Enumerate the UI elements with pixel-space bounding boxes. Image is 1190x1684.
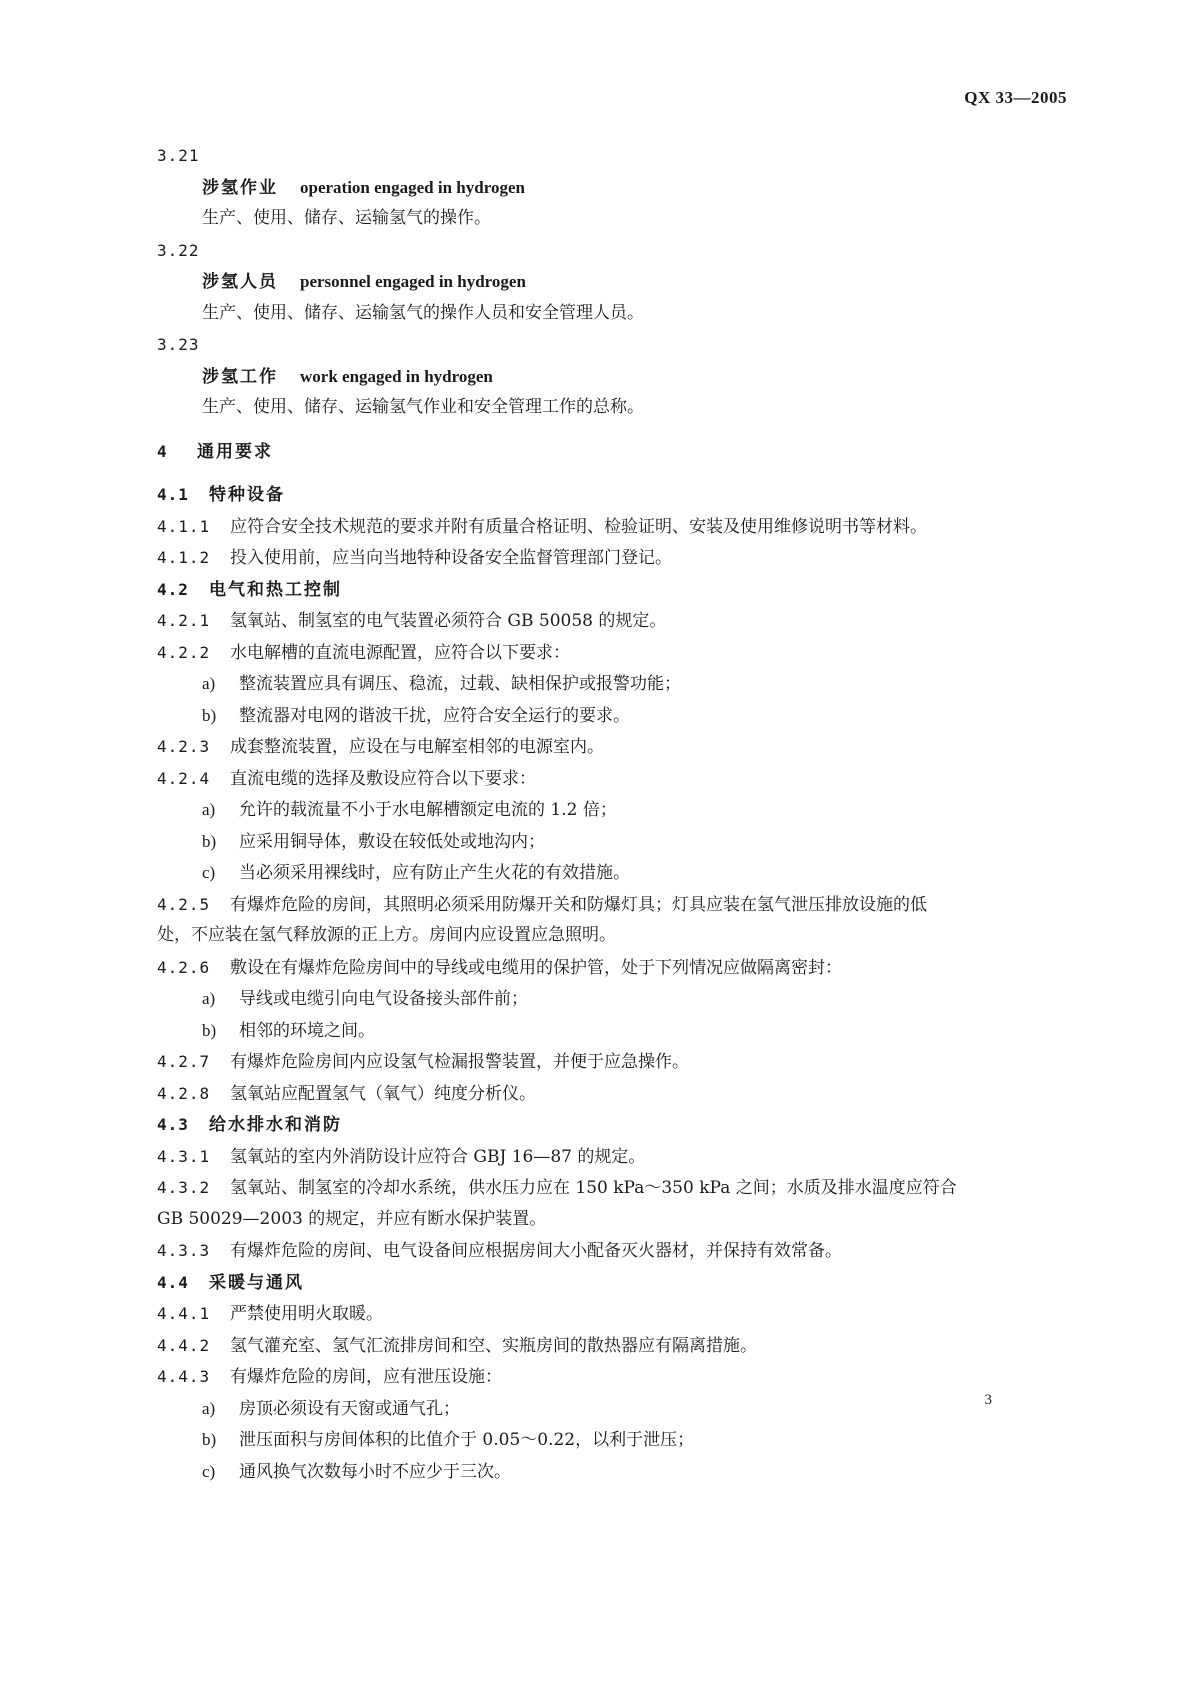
list-item: b) 整流器对电网的谐波干扰，应符合安全运行的要求。 (202, 705, 630, 726)
term-definition: 生产、使用、储存、运输氢气的操作人员和安全管理人员。 (202, 302, 644, 323)
clause: 4.2.8 氢氧站应配置氢气（氧气）纯度分析仪。 (157, 1083, 536, 1104)
clause: 4.2.5 有爆炸危险的房间，其照明必须采用防爆开关和防爆灯具；灯具应装在氢气泄压排放设施的低 (157, 894, 927, 915)
list-item: a) 房顶必须设有天窗或通气孔； (202, 1398, 460, 1419)
term-zh: 涉氢人员 (202, 272, 278, 292)
clause: 4.2.2 水电解槽的直流电源配置，应符合以下要求： (157, 642, 570, 663)
clause: 4.3.1 氢氧站的室内外消防设计应符合 GBJ 16—87 的规定。 (157, 1146, 646, 1167)
term-en: operation engaged in hydrogen (300, 177, 525, 197)
clause-continuation: GB 50029—2003 的规定，并应有断水保护装置。 (157, 1208, 547, 1229)
term-en: personnel engaged in hydrogen (300, 272, 526, 291)
clause: 4.2.7 有爆炸危险房间内应设氢气检漏报警装置，并便于应急操作。 (157, 1052, 689, 1072)
clause: 4.4.3 有爆炸危险的房间，应有泄压设施： (157, 1367, 502, 1387)
clause-continuation: 处，不应装在氢气释放源的正上方。房间内应设置应急照明。 (157, 925, 616, 945)
clause: 4.1.2 投入使用前，应当向当地特种设备安全监督管理部门登记。 (157, 548, 672, 568)
subsection-heading: 4.3 给水排水和消防 (157, 1115, 342, 1135)
term-heading (157, 266, 1077, 298)
list-item: c) 当必须采用裸线时，应有防止产生火花的有效措施。 (202, 863, 630, 883)
clause: 4.2.1 氢氧站、制氢室的电气装置必须符合 GB 50058 的规定。 (157, 611, 667, 631)
clause: 4.3.2 氢氧站、制氢室的冷却水系统，供水压力应在 150 kPa～350 kPa 之间；水质及排水温度应符合 (157, 1178, 957, 1198)
term-zh: 涉氢工作 (202, 366, 278, 387)
clause: 4.1.1 应符合安全技术规范的要求并附有质量合格证明、检验证明、安装及使用维修说明书等材料。 (157, 516, 927, 537)
list-item: a) 整流装置应具有调压、稳流，过载、缺相保护或报警功能； (202, 674, 681, 694)
list-item: b) 应采用铜导体，敷设在较低处或地沟内； (202, 831, 545, 852)
list-item: c) 通风换气次数每小时不应少于三次。 (202, 1461, 511, 1482)
list-item: b) 相邻的环境之间。 (202, 1020, 375, 1041)
term-number: 3.22 (157, 240, 200, 260)
clause: 4.2.3 成套整流装置，应设在与电解室相邻的电源室内。 (157, 737, 604, 757)
subsection-heading: 4.4 采暖与通风 (157, 1272, 304, 1293)
list-item: b) 泄压面积与房间体积的比值介于 0.05～0.22，以利于泄压； (202, 1430, 695, 1450)
standard-code: QX 33—2005 (964, 88, 1067, 107)
term-number: 3.23 (157, 335, 200, 354)
document-body (157, 140, 1077, 1487)
clause: 4.4.1 严禁使用明火取暖。 (157, 1304, 383, 1324)
list-item: a) 允许的载流量不小于水电解槽额定电流的 1.2 倍； (202, 800, 617, 820)
term-definition: 生产、使用、储存、运输氢气的操作。 (202, 208, 491, 228)
term-definition: 生产、使用、储存、运输氢气作业和安全管理工作的总称。 (202, 397, 644, 417)
clause: 4.4.2 氢气灌充室、氢气汇流排房间和空、实瓶房间的散热器应有隔离措施。 (157, 1335, 757, 1356)
clause: 4.2.6 敷设在有爆炸危险房间中的导线或电缆用的保护管，处于下列情况应做隔离密封： (157, 957, 842, 978)
term-en: work engaged in hydrogen (300, 366, 493, 386)
page-number: 3 (984, 1392, 992, 1408)
term-heading (157, 172, 1077, 204)
subsection-heading: 4.1 特种设备 (157, 485, 285, 505)
section-heading: 4 通用要求 (157, 441, 273, 462)
clause: 4.3.3 有爆炸危险的房间、电气设备间应根据房间大小配备灭火器材，并保持有效常备。 (157, 1241, 842, 1261)
clause: 4.2.4 直流电缆的选择及敷设应符合以下要求： (157, 768, 536, 789)
subsection-heading: 4.2 电气和热工控制 (157, 579, 342, 600)
term-number: 3.21 (157, 146, 200, 165)
term-heading (157, 361, 1077, 393)
list-item: a) 导线或电缆引向电气设备接头部件前； (202, 989, 528, 1009)
term-zh: 涉氢作业 (202, 177, 278, 198)
